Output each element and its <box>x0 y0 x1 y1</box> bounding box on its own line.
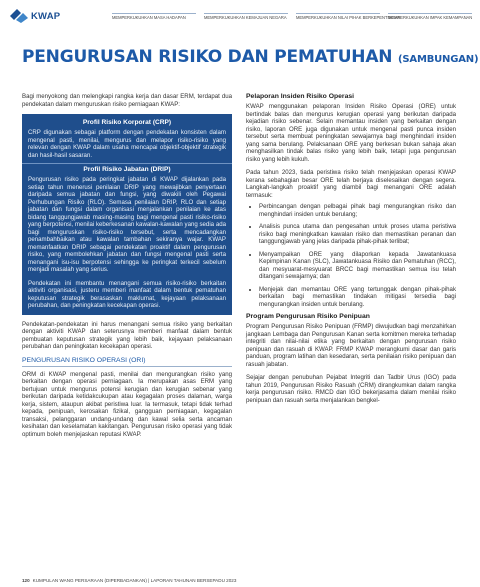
last-paragraph: Sejajar dengan penubuhan Pejabat Integriti dan Tadbir Urus (IGO) pada tahun 2019, Pengurusan Risiko Rasuah (CRM) dirangkumkan dalam rangka kerja pengurusan risiko. RMCD dan IGO bekerjasama dalam menilai risiko penipuan dan rasuah serta menjalankan bengkel- <box>246 374 456 404</box>
after-box-paragraph: Pendekatan-pendekatan ini harus menangani semua risiko yang berkaitan dengan aktiviti KWAP dan seterusnya memberi manfaat dalam bentuk pembuatan keputusan strategik yang lebih baik, kejayaan pelaksanaan perubahan dan peningkatan kecekapan operasi. <box>22 320 232 350</box>
frmp-paragraph: Program Pengurusan Risiko Penipuan (FRMP) diwujudkan bagi menzahirkan jangkaan Lembaga dan Pengurusan Kanan serta komitmen mereka terhadap integriti dan nilai-nilai etika yang berkaitan dengan pengurusan risiko penipuan dan rasuah di KWAP. FRMP KWAP merangkumi dasar dan garis panduan, program latihan dan kesedaran, serta penilaian risiko penipuan dan rasuah jabatan. <box>246 323 456 368</box>
pelaporan-heading: Pelaporan Insiden Risiko Operasi <box>246 93 355 100</box>
nav-item-masa-hadapan[interactable]: MEMPERKUKUHKAN MASA HADAPAN <box>112 13 196 20</box>
right-column <box>246 93 456 404</box>
logo-text: KWAP <box>31 10 61 22</box>
risk-profile-box <box>22 114 232 315</box>
measures-list <box>246 203 456 308</box>
drip-text: Pengurusan risiko pada peringkat jabatan di KWAP dijalankan pada setiap tahun menerusi penilaian DRIP yang mewajibkan penyertaan daripada semua jabatan dan fungsi, yang diwakili oleh Pegawai Perhubungan Risiko (RLO). Semasa penilaian DRIP, RLO dan setiap jabatan dan fungsi dalam organisasi menjalankan penilaian ke atas bidang tanggungjawab masing-masing bagi mengenal pasti risiko-risiko yang berpotensi, menilai keberkesanan kawalan-kawalan yang sedia ada bagi menguruskan risiko-risiko tersebut, serta mencadangkan penambahbaikan atau kawalan tambahan sekiranya wajar. KWAP memanfaatkan DRIP sebagai pendekatan proaktif dalam pengurusan risiko, yang membolehkan jabatan dan fungsi mengenal pasti serta menangani isu-isu berpotensi sehingga ke peringkat terkecil sebelum menjadi masalah yang serius. <box>28 176 226 273</box>
list-item: • Perbincangan dengan pelbagai pihak bagi mengurangkan risiko dan menghindari insiden untuk berulang; <box>259 203 456 218</box>
ori-paragraph: ORM di KWAP mengenal pasti, menilai dan mengurangkan risiko yang berkaitan dengan operasi perniagaan. Ia merupakan asas ERM yang bertujuan untuk mengurus potensi kerugian dan kerugian sebenar yang berikutan daripada ketidakcukupan atau kegagalan proses dalaman, warga kerja, sistem, ataupun akibat peristiwa luar. Ia termasuk, tetapi tidak terhad kepada, penipuan, kerosakan fizikal, gangguan perniagaan, kegagalan transaksi, pelanggaran undang-undang dan kawal selia serta ancaman kesihatan dan keselamatan kakitangan. Pengurusan risiko operasi yang tidak optimum boleh menjejaskan reputasi KWAP. <box>22 370 232 438</box>
page-number: 120 <box>22 578 30 583</box>
intro-paragraph: Bagi menyokong dan melengkapi rangka kerja dan dasar ERM, terdapat dua pendekatan dalam menguruskan risiko perniagaan KWAP: <box>22 93 232 108</box>
crp-text: CRP digunakan sebagai platform dengan pendekatan konsisten dalam mengenal pasti, menilai, mengurus dan melapor risiko-risiko yang relevan dengan KWAP dalam usaha mencapai objektif-objektif strategik dan hasil-hasil sasaran. <box>28 129 226 159</box>
kwap-logo[interactable] <box>10 9 60 23</box>
nav-item-nilai-pihak[interactable]: MEMPERKUKUHKAN NILAI PIHAK BERKEPENTINGAN <box>296 15 401 20</box>
box-note: Pendekatan ini membantu menangani semua risiko-risiko berkaitan aktiviti organisasi, justeru memberi manfaat dalam bentuk pematuhan keputusan strategik berasaskan maklumat, kejayaan pelaksanaan perubahan, dan peningkatan kecekapan operasi. <box>28 279 226 309</box>
crp-heading: Profil Risiko Korporat (CRP) <box>82 119 172 126</box>
year-2023-paragraph: Pada tahun 2023, tiada peristiwa risiko telah menjejaskan operasi KWAP kerana sebahagian besar ORE telah berjaya diselesaikan dengan segera. Langkah-langkah proaktif yang diambil bagi menangani ORE adalah termasuk: <box>246 169 456 199</box>
left-column <box>22 93 232 438</box>
list-item: • Menyampaikan ORE yang dilaporkan kepada Jawatankuasa Kepimpinan Kanan (SLC), Jawatankuasa Risiko dan Pematuhan (RCC), dan mesyuarat-mesyuarat BRCC bagi memastikan semua isu telah ditangani sewajarnya; dan <box>259 251 456 281</box>
list-item: • Analisis punca utama dan pengesahan untuk proses utama peristiwa risiko bagi meningkatkan kawalan risiko dan memastikan peranan dan tanggungjawab yang jelas daripada pihak-pihak terlibat; <box>259 223 456 246</box>
page-title-main: PENGURUSAN RISIKO DAN PEMATUHAN <box>22 47 399 67</box>
header-nav <box>112 13 472 20</box>
drip-heading: Profil Risiko Jabatan (DRIP) <box>83 166 171 173</box>
nav-item-kemajuan-negara[interactable]: MEMPERKUKUHKAN KEMAJUAN NEGARA <box>204 15 287 20</box>
nav-item-impak-kemampanan[interactable]: MEMPERKUKUHKAN IMPAK KEMAMPANAN <box>388 15 473 20</box>
pelaporan-paragraph: KWAP menggunakan pelaporan Insiden Risiko Operasi (ORE) untuk bertindak balas dan mengurus kerugian operasi yang berikutan daripada kejadian risiko sebenar. Selain memantau insiden yang berkaitan dengan risiko, laporan ORE juga digunakan untuk mengenal pasti punca insiden tersebut serta membuat peningkatan sewajarnya bagi menghindari insiden yang sama berulang. Pelaksanaan ORE yang berkesan bukan sahaja akan menghasilkan tindak balas risiko yang lebih baik, tetapi juga pengurusan risiko yang lebih kukuh. <box>246 103 456 163</box>
kwap-logo-icon <box>10 9 28 23</box>
frmp-heading: Program Pengurusan Risiko Penipuan <box>246 313 370 320</box>
page-title <box>22 47 478 67</box>
footer-text: KUMPULAN WANG PERSARAAN (DIPERBADANKAN) | LAPORAN TAHUNAN BERSEPADU 2023 <box>32 578 237 583</box>
box-divider <box>22 163 232 164</box>
page-title-sub: (SAMBUNGAN) <box>398 54 479 65</box>
page-footer <box>22 578 236 583</box>
list-item: • Menjejak dan memantau ORE yang tertunggak dengan pihak-pihak berkaitan bagi memastikan tindakan mitigasi tersedia bagi mengurangkan insiden untuk berulang. <box>259 286 456 309</box>
ori-heading: PENGURUSAN RISIKO OPERASI (ORI) <box>22 357 232 367</box>
page-header <box>0 0 480 34</box>
